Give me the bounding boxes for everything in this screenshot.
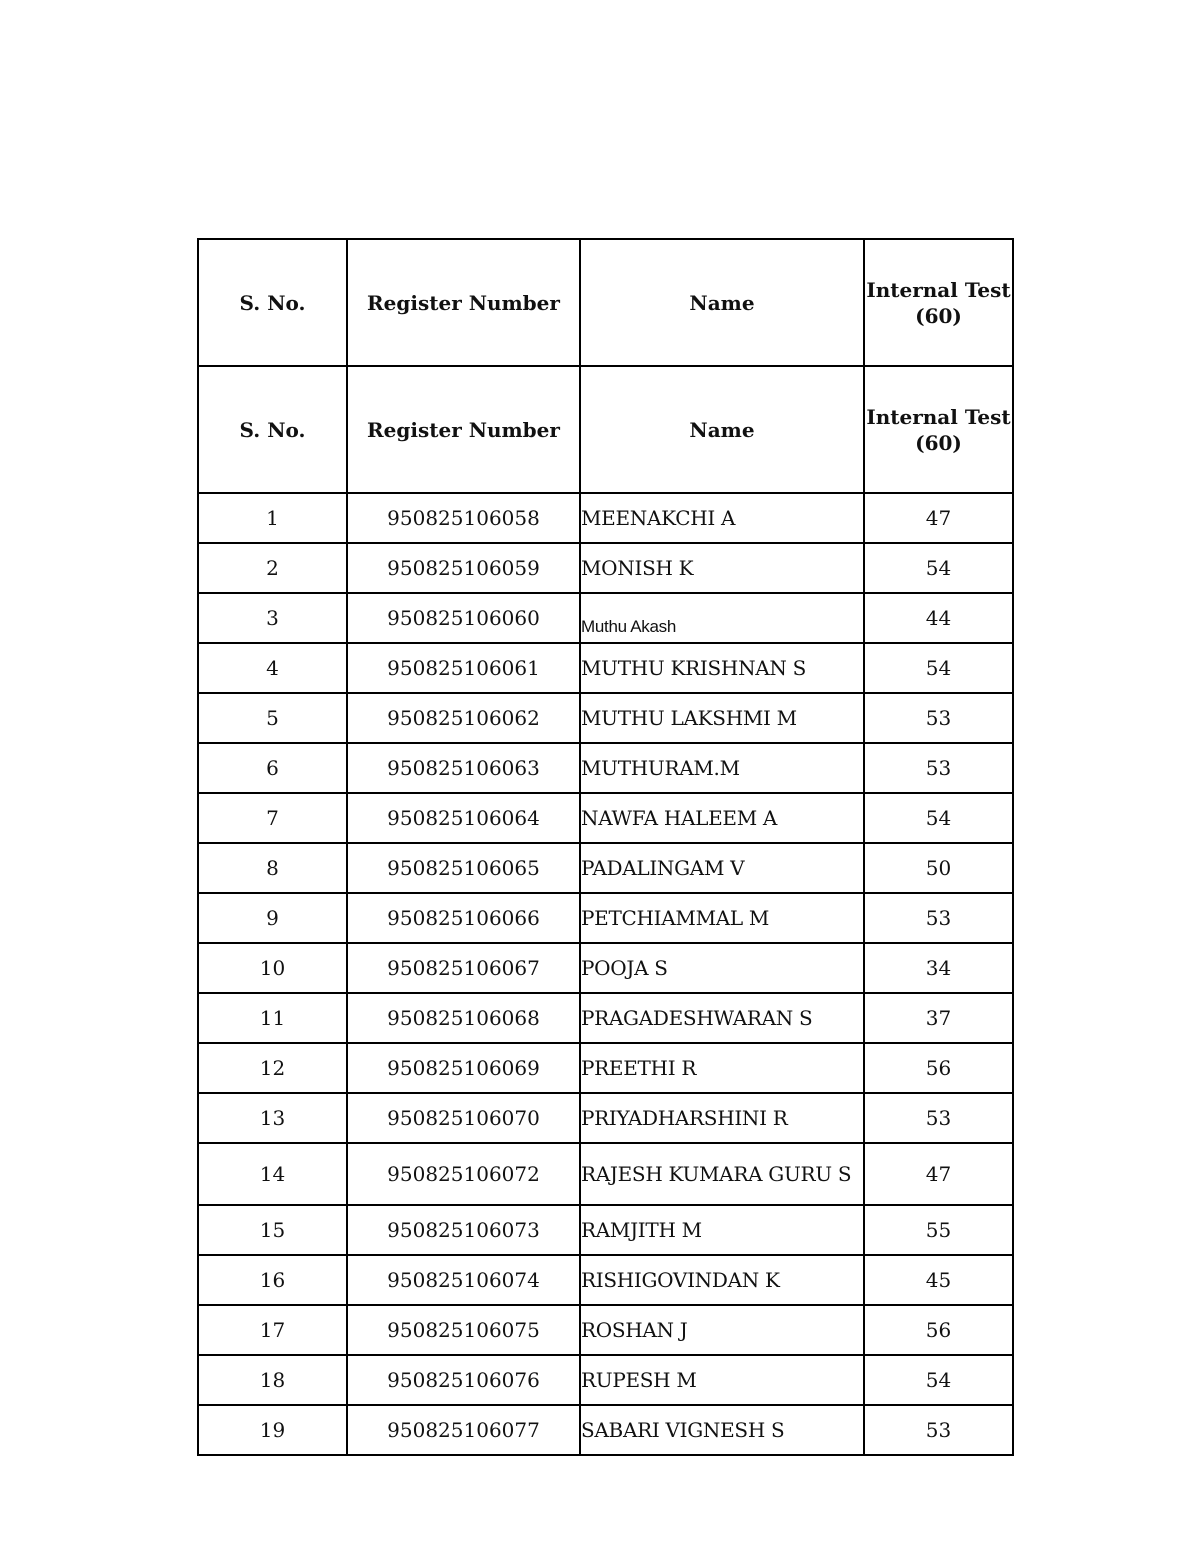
header-sno: S. No.	[198, 239, 347, 366]
cell-register-number: 950825106073	[347, 1205, 580, 1255]
table-row	[198, 993, 1013, 1043]
cell-register-number: 950825106077	[347, 1405, 580, 1455]
cell-name: MUTHU KRISHNAN S	[580, 643, 864, 693]
cell-name: SABARI VIGNESH S	[580, 1405, 864, 1455]
cell-internal-test: 47	[864, 1143, 1013, 1205]
table-row	[198, 1305, 1013, 1355]
cell-sno: 10	[198, 943, 347, 993]
cell-sno: 9	[198, 893, 347, 943]
cell-internal-test: 53	[864, 1405, 1013, 1455]
table-row	[198, 1255, 1013, 1305]
cell-name: MONISH K	[580, 543, 864, 593]
cell-internal-test: 54	[864, 1355, 1013, 1405]
cell-name: POOJA S	[580, 943, 864, 993]
cell-sno: 16	[198, 1255, 347, 1305]
table-row	[198, 643, 1013, 693]
cell-internal-test: 34	[864, 943, 1013, 993]
header-name: Name	[580, 366, 864, 493]
cell-sno: 4	[198, 643, 347, 693]
cell-internal-test: 44	[864, 593, 1013, 643]
cell-internal-test: 53	[864, 893, 1013, 943]
header-row	[198, 239, 1013, 366]
cell-name: NAWFA HALEEM A	[580, 793, 864, 843]
cell-sno: 17	[198, 1305, 347, 1355]
cell-name: MEENAKCHI A	[580, 493, 864, 543]
header-internal-test: Internal Test (60)	[864, 239, 1013, 366]
marks-table	[197, 238, 1014, 1456]
header-sno: S. No.	[198, 366, 347, 493]
cell-name: Muthu Akash	[580, 593, 864, 643]
table-row	[198, 493, 1013, 543]
cell-sno: 5	[198, 693, 347, 743]
cell-internal-test: 54	[864, 643, 1013, 693]
cell-internal-test: 54	[864, 543, 1013, 593]
cell-register-number: 950825106059	[347, 543, 580, 593]
cell-register-number: 950825106065	[347, 843, 580, 893]
cell-internal-test: 56	[864, 1305, 1013, 1355]
table-row	[198, 743, 1013, 793]
cell-sno: 7	[198, 793, 347, 843]
cell-register-number: 950825106075	[347, 1305, 580, 1355]
cell-internal-test: 53	[864, 693, 1013, 743]
cell-name: RAJESH KUMARA GURU S	[580, 1143, 864, 1205]
cell-name: ROSHAN J	[580, 1305, 864, 1355]
table-row	[198, 1405, 1013, 1455]
header-name: Name	[580, 239, 864, 366]
cell-register-number: 950825106063	[347, 743, 580, 793]
cell-name: PADALINGAM V	[580, 843, 864, 893]
cell-name: PRIYADHARSHINI R	[580, 1093, 864, 1143]
cell-sno: 15	[198, 1205, 347, 1255]
cell-register-number: 950825106060	[347, 593, 580, 643]
cell-register-number: 950825106067	[347, 943, 580, 993]
cell-register-number: 950825106072	[347, 1143, 580, 1205]
table-row	[198, 1043, 1013, 1093]
table-row	[198, 893, 1013, 943]
cell-name: RAMJITH M	[580, 1205, 864, 1255]
cell-sno: 13	[198, 1093, 347, 1143]
cell-name: PREETHI R	[580, 1043, 864, 1093]
table-row	[198, 543, 1013, 593]
cell-sno: 11	[198, 993, 347, 1043]
cell-register-number: 950825106062	[347, 693, 580, 743]
cell-name: PRAGADESHWARAN S	[580, 993, 864, 1043]
header-internal-test: Internal Test (60)	[864, 366, 1013, 493]
cell-internal-test: 45	[864, 1255, 1013, 1305]
cell-name: PETCHIAMMAL M	[580, 893, 864, 943]
cell-internal-test: 47	[864, 493, 1013, 543]
table-row	[198, 693, 1013, 743]
cell-register-number: 950825106068	[347, 993, 580, 1043]
cell-register-number: 950825106061	[347, 643, 580, 693]
table-row	[198, 793, 1013, 843]
cell-sno: 1	[198, 493, 347, 543]
cell-name: RUPESH M	[580, 1355, 864, 1405]
cell-sno: 6	[198, 743, 347, 793]
cell-register-number: 950825106058	[347, 493, 580, 543]
cell-sno: 2	[198, 543, 347, 593]
cell-name: MUTHURAM.M	[580, 743, 864, 793]
cell-internal-test: 53	[864, 743, 1013, 793]
cell-internal-test: 50	[864, 843, 1013, 893]
cell-internal-test: 54	[864, 793, 1013, 843]
table-row	[198, 843, 1013, 893]
cell-sno: 3	[198, 593, 347, 643]
table-row	[198, 593, 1013, 643]
cell-internal-test: 55	[864, 1205, 1013, 1255]
cell-name: RISHIGOVINDAN K	[580, 1255, 864, 1305]
table-row	[198, 1093, 1013, 1143]
cell-register-number: 950825106074	[347, 1255, 580, 1305]
cell-register-number: 950825106076	[347, 1355, 580, 1405]
cell-internal-test: 53	[864, 1093, 1013, 1143]
cell-register-number: 950825106070	[347, 1093, 580, 1143]
cell-sno: 19	[198, 1405, 347, 1455]
cell-register-number: 950825106064	[347, 793, 580, 843]
cell-name: MUTHU LAKSHMI M	[580, 693, 864, 743]
table-row	[198, 1205, 1013, 1255]
header-register-number: Register Number	[347, 366, 580, 493]
cell-internal-test: 56	[864, 1043, 1013, 1093]
header-register-number: Register Number	[347, 239, 580, 366]
cell-register-number: 950825106066	[347, 893, 580, 943]
cell-sno: 12	[198, 1043, 347, 1093]
table-row	[198, 1143, 1013, 1205]
table-row	[198, 943, 1013, 993]
cell-sno: 14	[198, 1143, 347, 1205]
header-row	[198, 366, 1013, 493]
cell-register-number: 950825106069	[347, 1043, 580, 1093]
cell-internal-test: 37	[864, 993, 1013, 1043]
cell-sno: 8	[198, 843, 347, 893]
cell-sno: 18	[198, 1355, 347, 1405]
table-row	[198, 1355, 1013, 1405]
